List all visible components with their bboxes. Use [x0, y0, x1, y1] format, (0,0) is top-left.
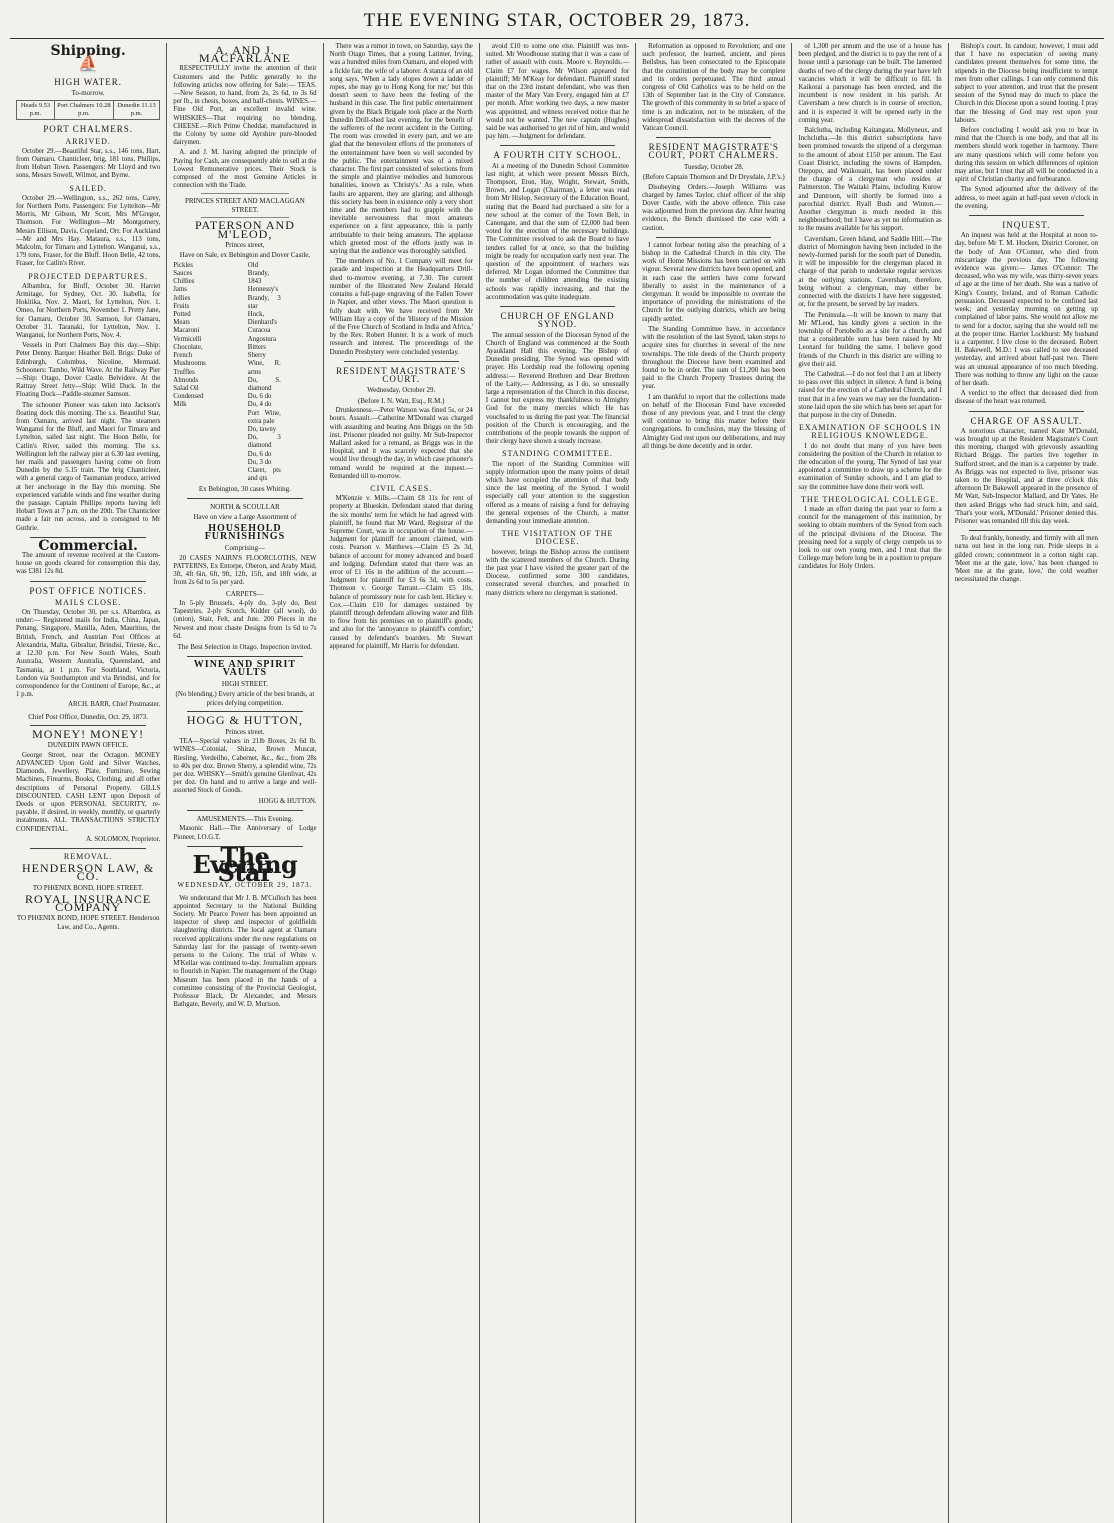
column-5 [635, 43, 791, 1523]
paterson-sub: Princes street, [225, 240, 265, 249]
amusements-title: AMUSEMENTS.—This Evening. [196, 814, 294, 823]
committee-title: STANDING COMMITTEE. [502, 449, 613, 459]
hogg-hutton-name: HOGG & HUTTON, [186, 713, 303, 728]
goods-list-item: Do, tawny [247, 425, 277, 433]
furnishings-body: 20 CASES NAIRN'S FLOORCLOTHS, NEW PATTERNS, Ex Entorpe, Oberon, and Araby Maid, 3ft, 4ft 6in, 6ft, 9ft, 12ft, 15ft, and 18ft wide, at from 2s 6d to 5s per yard. [173, 554, 317, 587]
goods-list-item: Fruits [173, 302, 190, 310]
arrived-text: October 29.—Beautiful Star, s.s., 146 tons, Hart, from Oamaru. Chanticleer, brig, 181 tons, Phillips, from Hobart Town. Passengers: Mr Lloyd and two sons, Messrs Sowell, Wilmot, and Byrne. [16, 147, 161, 180]
school-title: A FOURTH CITY SCHOOL. [493, 150, 622, 161]
column-6-para3: Caversham, Green Island, and Saddle Hill.—The district of Mornington having been included in the newly-formed parish for the south part of Dunedin, it will be impossible for the clergyman placed in charge of that parish to undertake regular services at the outlying stations. Caversham, therefore, being without a clergyman, may either be connected with the districts I have here suggested, or, for the present, be served by lay readers. [798, 235, 942, 309]
masthead: THE EVENING STAR, OCTOBER 29, 1873. [10, 6, 1104, 39]
goods-list-item: Claret, pts and qts [247, 466, 281, 483]
paterson-footer: Ex Bebington, 30 cases Whiting. [198, 485, 291, 494]
column-7-para2: Before concluding I would ask you to bear in mind that the Church is one body, and that all its members should work together in harmony. There are many questions which will come before you during this session on which differences of opinion may arise, but I trust that all will be conducted in a spirit of Christian charity and forbearance. [954, 127, 1098, 184]
removal-title: REMOVAL. [63, 851, 113, 861]
divider [969, 530, 1084, 531]
commercial-heading: Commercial. [38, 537, 138, 554]
column-1 [10, 43, 166, 1523]
paterson-name: PATERSON AND M'LEOD, [194, 218, 295, 241]
streets-heading: PRINCES STREET AND MACLAGGAN STREET. [184, 197, 305, 214]
college-text: I made an effort during the past year to form a council for the management of this institution, by seeking to obtain members of the Synod from each of the principal divisions of the Diocese. The pressing need for a supply of clergy compels us to look to our own young men, and I trust that the College may before long be in a position to prepare candidates for Holy Orders. [798, 505, 942, 571]
synod-text: The annual session of the Diocesan Synod of the Church of England was commenced at the South Ayaukland Hall this evening. The Bishop of Dunedin presiding. The Synod was opened with prayer. His Lordship read the following opening address:— Reverend Brethren and Dear Brethren of the Laity,— Addressing, as I do, so unusually large a representation of the Church in this diocese, I cannot but express my thankfulness to Almighty God for the many mercies which He has vouchsafed to us during the past year. The financial position of the Church is encouraging, and the contributions of the people towards the support of their clergy have shown a steady increase. [485, 331, 630, 446]
goods-list [173, 262, 316, 483]
divider [656, 137, 771, 138]
macfarlane-name: A. AND J. MACFARLANE [199, 43, 291, 66]
goods-list-item: Sauces [173, 270, 193, 278]
goods-list-item: Mushrooms [173, 360, 206, 368]
divider [344, 361, 459, 362]
school-text: At a meeting of the Dunedin School Committee last night, at which were present Messrs Birch, Thompson, Eton, Hay, Wright, Stewart, Smith, Brown, and Logan (Chairman), a letter was read from Mr Hislop, Secretary of the Education Board, stating that the Board had purchased a site for a new school at the corner of the Town Belt, in Canongate, and that the sum of £2,000 had been voted for the erection of the necessary buildings. The Committee resolved to ask the Board to have tenders called for at once, so that the building might be ready for occupation early next year. The question of the appointment of teachers was deferred. Mr Logan informed the Committee that the number of children attending the existing schools was rapidly increasing, and that the accommodation was quite inadequate. [485, 162, 630, 301]
column-5-para4: I am thankful to report that the collections made on behalf of the Diocesan Fund have exceeded those of any previous year, and I trust the clergy will continue to bring this matter before their congregations. In conclusion, may the blessing of Almighty God rest upon our deliberations, and may all things be done decently and in order. [642, 393, 786, 450]
money-sub: DUNEDIN PAWN OFFICE. [47, 741, 129, 750]
column-3 [323, 43, 479, 1523]
divider [187, 656, 302, 657]
rmc-bench: (Before I. N. Watt, Esq., R.M.) [358, 396, 445, 405]
column-5-para3: The Standing Committee have, in accordance with the resolution of the last Synod, taken steps to acquire sites for churches in several of the new townships. The title deeds of the Church property throughout the Diocese have been examined and found to be in order. The sum of £1,200 has been paid to the Church Property Trustees during the year. [642, 325, 786, 391]
goods-list-item: Jellies [173, 294, 191, 302]
column-6-para2: Balclutha, including Kaitangata, Mollyneux, and Inchclutha.—In this district subscriptions have been promised towards the stipend of a clergyman to the amount of about £150 per annum. The East Coast District, including the towns of Hampden, Otepopo, and Waikouaiti, has been placed under the charge of a clergyman who resides at Palmerston. The Waitaki Plains, including Kurow and Duntroon, will shortly be formed into a parochial district. Ryall Bush and Winton.—Another clergyman is much needed in this neighbourhood; but I have as yet no information as to the means available for his support. [798, 127, 942, 233]
divider [187, 810, 302, 811]
money-title: MONEY! MONEY! [32, 727, 145, 742]
civil-cases-label: CIVIL CASES. [370, 483, 433, 493]
hogg-hutton-footer: HOGG & HUTTON. [258, 797, 317, 805]
goods-list-left [173, 262, 242, 483]
exam-text: I do not doubt that many of you have been considering the position of the Church in relation to the education of the young. The Synod of last year appointed a committee to draw up a scheme for the examination of Sunday schools, and I am glad to say the committee have done their work well. [798, 442, 942, 491]
goods-list-item: Do, 3 do [247, 458, 272, 466]
carpets-footer: The Best Selection in Otago. Inspection invited. [177, 643, 313, 652]
paterson-text: Have on Sale, ex Bebington and Dover Castle, [179, 251, 311, 260]
divider [30, 848, 146, 849]
column-7 [948, 43, 1104, 1523]
column-3-para2: The members of No. 1 Company will meet for parade and inspection at the Headquarters Drill-shed to-morrow evening, at 7.30. The current number of the Illustrated New Zealand Herald contains a full-page engraving of the Fallen Tower in Napier, and other views. The Maori question is fully dealt with. We have received from Mr William Hay a copy of the 'History of the Mission of the Free Church of Scotland in India and Africa,' by the Rev. Robert Hunter. It is a work of much research and interest. The proceedings of the Dunedin Presbytery were concluded yesterday. [329, 258, 473, 356]
divider [201, 193, 288, 194]
column-7-lead: Bishop's court. In candour, however, I must add that I have no expectation of seeing many candidates present themselves for some time, the stipends in the Diocese being insufficient to tempt men from other callings. I can only commend this subject to your attention, and trust that the present session of the Synod may do much to place the Church in this Diocese upon a sound footing. I pray that the blessing of God may rest upon your labours. [954, 43, 1098, 124]
wine-vaults-sub: HIGH STREET. [221, 679, 268, 688]
inquest-verdict: A verdict to the effect that deceased died from disease of the heart was returned. [954, 390, 1098, 406]
ship-icon: ⛵ [78, 56, 99, 74]
north-scoullar-heading: NORTH & SCOULLAR [210, 502, 280, 511]
arrived-label: ARRIVED. [65, 136, 111, 146]
goods-list-item: Port Wine, extra pale [247, 409, 281, 425]
goods-list-item: Do, S. diamond [247, 376, 281, 392]
divider [30, 725, 146, 726]
exam-title: EXAMINATION OF SCHOOLS IN RELIGIOUS KNOWLEDGE. [798, 423, 942, 441]
removal-text: TO PHŒNIX BOND, HOPE STREET. [32, 883, 144, 892]
shipping-news: The schooner Pioneer was taken into Jackson's floating dock this morning. The s.s. Beautiful Star, from Oamaru, arrived last night. The steamers Wanganui for the Bluff, and Maori for Timaru and Lyttelton, sailed last night. The Hoon Belle, for Catlin's River, sailed this morning. The s.s. Wellington left the railway pier at 6.30 last evening, her mails and passengers having come on from Dunedin by the 5.15 train. The brig Chanticleer, with a general cargo of Tasmanian produce, arrived at her anchorage in the Bay this morning. She experienced variable winds and fine weather during the passage. Captain Phillips reports having left Hobart Town at 7 p.m. on the 20th. The Chanticleer made a fair run across, and is consigned to Mr Guthrie. [16, 401, 161, 532]
goods-list-item: Vermicelli [173, 335, 202, 343]
closing-text: To deal frankly, honestly, and firmly with all men turns out best in the long run. Pride sleeps in a gilded crown; contentment in a cotton night cap. 'Meet me at the gate, love,' has been changed to 'Meet me at the grate, love,' the cold weather necessitated the change. [954, 535, 1098, 584]
goods-list-item: Hock, Dienhard's [247, 311, 277, 327]
rmc-port-text: Disobeying Orders.—Joseph Williams was charged by James Taylor, chief officer of the ship Dover Castle, with the above offence. This case was adjourned from the previous day. After hearing evidence, the Bench dismissed the case with a caution. [642, 183, 786, 232]
post-signature: ARCH. BARR, Chief Postmaster. [68, 701, 161, 709]
goods-list-item: Do, 6 do [247, 393, 272, 401]
goods-list-item: Pickles [173, 261, 193, 269]
divider [969, 215, 1084, 216]
column-3-lead: There was a rumor in town, on Saturday, says the North Otago Times, that a young Latimer, Irving, was a hundred miles from Oamaru, and eloped with a fickle fair, the wife of a laborer. A stanza of an old song says, 'When a lady elopes down a ladder of ropes, she may go to Hong Kong for me;' but this doesn't seem to have been the feeling of the husband in this case. The first public entertainment given by the Black Brigade took place at the North Dunedin Drill-shed last evening, for the benefit of the sufferers of the recent accident in the Cutting. The room was crowded in every part, and we are glad that the benevolent efforts of the promoters of the entertainment have been so well seconded by the public. The entertainment was of a mixed character. The first part consisted of selections from the simple and plaintive melodies and humorous banalities, known as 'Christy's.' As a rule, when faults are apparent, they are glaring; and although this society has been in existence only a very short time and the members had to grapple with the inevitable nervousness that most amateurs experience on a first appearance, this is partly attributable to their being amateurs. The applause which greeted most of the efforts justly was in saying that the audience was thoroughly satisfied. [329, 43, 473, 256]
tide-heads: Heads 9.53 p.m. [17, 100, 55, 119]
post-office-title: POST OFFICE NOTICES. [29, 585, 147, 596]
amusements-text: Masonic Hall.—The Anniversary of Lodge Pioneer, I.O.G.T. [173, 825, 317, 841]
goods-list-item: Old Brandy, 1843 [247, 261, 270, 286]
divider [187, 498, 302, 499]
rmc-text: Drunkenness.—Peter Watson was fined 5s, or 24 hours. Assault.—Catherine M'Donald was charged with assaulting and beating Ann Briggs on the 5th inst. Prisoner pleaded not guilty. Mr Sub-Inspector Mallard asked for a remand, as Briggs was in the Hospital, and it was scarcely expected that she would live through the day, in which case prisoner's remand would be required at the inquest.—Remanded till to-morrow. [329, 407, 473, 480]
committee-text: The report of the Standing Committee will supply information upon the many points of detail which have occupied the attention of that body since the last meeting of the Synod. I would especially call your attention to the suggestion offered as a means of raising a fund for defraying the general expenses of the Church, a matter demanding your immediate attention. [485, 460, 630, 525]
columns [10, 43, 1104, 1523]
vessels-text: Vessels in Port Chalmers Bay this day.—Ship: Peter Denny. Barque: Heather Bell. Brigs: Duke of Edinburgh, Columbus, Nicoline, Mermaid. Schooners: Tambo, Wild Wave. At the Railway Pier—Ship: Otago, Dover Castle. Belvidere. At the Rattray Street Jetty—Ship: Wild Duck. In the Floating Dock—Paddle-steamer Samson. [16, 342, 161, 399]
divider [500, 306, 615, 307]
assault-title: CHARGE OF ASSAULT. [970, 415, 1083, 426]
commercial-text: The amount of revenue received at the Custom-house on goods cleared for consumption this day, was £381 12s 8d. [16, 552, 161, 576]
north-scoullar-text: Have on view a Large Assortment of [193, 513, 297, 522]
column-4-lead: avoid £10 to some one else. Plaintiff was non-suited. Mr Woodhouse stating that it was a case of rather of assault with costs. Moore v. Reynolds.—Claim £7 for wages. Mr Wilson appeared for plaintiff; Mr M'Keay for defendant. Plaintiff stated that on the 23rd instant defendant, who was then master of the Mary Van Every, engaged him at £7 per month. After working two days, a new master was appointed, and witness received notice that he would not be wanted. The new captain (Hughes) said he was authorised to get rid of him, and would pay him. —Judgment for defendant. [485, 43, 630, 141]
college-title: THE THEOLOGICAL COLLEGE. [801, 494, 940, 504]
goods-list-item: Macaroni [173, 327, 200, 335]
goods-list-item: Jams [173, 286, 187, 294]
goods-list-item: Do, 3 diamond [247, 434, 281, 450]
rmc-port-date: Tuesday, October 28. [683, 162, 744, 171]
column-6 [791, 43, 947, 1523]
column-6-lead: of 1,300 per annum and the use of a house has been pledged, and the district is to pay the rent of a house until a parsonage can be built. The lamented deaths of two of the clergy during the year have left vacancies which it will be difficult to fill. In Kaikorai a parsonage has been erected, and the incumbent is now resident in his parish. At Caversham a new church is in course of erection, and it is expected it will be opened early in the coming year. [798, 43, 942, 124]
goods-list-item: Hennessy's Brandy, 3 star [247, 286, 281, 310]
money-signature: A. SOLOMON, Proprietor. [86, 835, 161, 843]
column-7-para3: The Synod adjourned after the delivery of the address, to meet again at half-past seven o'clock in the evening. [954, 186, 1098, 210]
macfarlane-text: RESPECTFULLY invite the attention of their Customers and the Public generally to the following articles now offering for Sale:— TEAS.—New Season, to hand, from 2s, 2s 6d, to 3s 6d per lb., in chests, boxes, and half-chests. WINES.—Fine Old Port, an excellent invalid wine. WHISKIES—That requiring no blending. CHEESE.—Rich Prime Cheddar, manufactured in the Colony by some old Ayrshire pure-blooded dairymen. [173, 65, 317, 147]
removal-name: HENDERSON LAW, & CO. [22, 861, 155, 884]
goods-list-item: Sherry Wine, R. arms [247, 352, 281, 376]
visitation-text: however, brings the Bishop across the continent with the scattered members of the Church. During the past year I have visited the greater part of the Diocese, confirmed some 300 candidates, consecrated several churches, and preached in many districts where no clergyman is stationed. [485, 548, 630, 597]
visitation-title: THE VISITATION OF THE DIOCESE. [501, 529, 614, 547]
mails-close-label: MAILS CLOSE. [55, 597, 122, 607]
goods-list-item: Potted Meats [173, 311, 191, 327]
tide-port: Port Chalmers 10.28 p.m. [54, 100, 113, 119]
divider [969, 411, 1084, 412]
carpets-text: In 5-ply Brussels, 4-ply do, 3-ply do, Best Tapestries, 2-ply Scotch, Kidder (all wool), do (union), Stair, Felt, and Jute. 200 Pieces in the Newest and most chaste Designs from 1s 6d to 7s 6d. [173, 600, 317, 640]
synod-title: CHURCH OF ENGLAND SYNOD. [500, 311, 615, 330]
goods-list-item: Do, 4 do [247, 401, 272, 409]
sailed-text: October 29.—Wellington, s.s., 262 tons, Carey, for Northern Ports. Passengers: For Lyttelton—Mr Morris, Mr Gibson, Mr Scott, Mrs M'Gregor, Thomson. For Wellington—Mr Montgomery, Messrs Ellison, Davis, Copeland, Orr. For Auckland—Mr and Mrs Hay. Mataura, s.s., 113 tons, Malcolm, for Timaru and Lyttelton. Wanganui, s.s., 179 tons, Fraser, for the Bluff. Hoon Belle, 42 tons, Fraser, for Catlin's River. [16, 194, 161, 268]
goods-list-right [248, 262, 317, 483]
goods-list-item: Almonds [173, 376, 199, 384]
sailed-label: SAILED. [69, 183, 107, 193]
goods-list-item: Angostura Bitters [247, 335, 277, 351]
editorial-text: We understand that Mr J. B. M'Culloch has been appointed Secretary to the National Building Society. Mr Pearce Power has been appointed an inspector of sheep and inspector of goldfields slaughtering districts. The local agent at Oamaru received applications under the new regulations on Saturday last for the passage of twenty-seven persons to the Colony. The trial of White v. M'Kellar was continued to-day. Journalism appears to flourish in Napier. The management of the Otago Museum has been placed in the hands of a committee consisting of the Provincial Geologist, Professor Black, Dr Alexander, and Messrs Bathgate, Beverly, and W. D. Murison. [173, 894, 317, 1009]
column-2 [166, 43, 322, 1523]
projected-title: PROJECTED DEPARTURES. [28, 271, 149, 281]
furnishings-title: HOUSEHOLD FURNISHINGS [204, 522, 286, 543]
post-office-date: Chief Post Office, Dunedin, Oct. 29, 1873. [28, 712, 149, 721]
issue-date: WEDNESDAY, OCTOBER 29, 1873. [177, 881, 313, 890]
projected-text: Albambra, for Bluff, October 30. Harriet Armitage, for Sydney, Oct. 30. Isabella, for Hokitika, Nov. 2. Maori, for Lyttelton, Nov. 1. Omeo, for Northern Ports, November 1. Pretty Jane, for Oamaru, October 30. Samson, for Oamaru, October 31. Taranaki, for Lyttelton, Nov. 1. Wanganui, for Northern Ports, Nov. 4. [16, 282, 161, 339]
goods-list-item: Chillies [173, 278, 195, 286]
post-office-text: On Thursday, October 30, per s.s. Albambra, as under:— Registered mails for India, China, Japan, Penang, Singapore, Manilla, Aden, Mauritius, the British, French, and Austrian Post Offices at Alexandria, Malta, Gibraltar, Brindisi, Trieste, &c., at 12.30 p.m. For New South Wales, South Australia, Western Australia, Queensland, and Tasmania, at 1 p.m. For Southland, Victoria, London via Southampton and via Brindisi, and for correspondence for the Continent of Europe, &c., at 1 p.m. [16, 609, 161, 699]
rmc-port-bench: (Before Captain Thomson and Dr Drysdale, J.P.'s.) [642, 173, 785, 182]
inquest-text: An inquest was held at the Hospital at noon to-day, before Mr T. M. Hocken, District Coroner, on the body of Ann O'Conner, who died from miscarriage the previous day. The following evidence was given:— James O'Connor: The deceased, who was my wife, was thirty-seven years of age at the time of her death. She was a native of King's County, Ireland, and of Roman Catholic persuasion. Deceased expected to be confined last week; and yesterday morning on getting up complained of labor pains. She would not allow me to send for a doctor, saying that she would tell me at the proper time. Harriet Lockhurst: My husband is a carpenter. I live close to the deceased. Robert H. Bakewell, M.D.: I was called to see deceased yesterday, and arrived about half-past two. There was an unusual appearance of too much bleeding. There was nothing to throw any light on the cause of her death. [954, 232, 1098, 387]
tide-table [16, 100, 160, 120]
goods-list-item: Chocolate, French [173, 343, 203, 360]
rmc-port-title: RESIDENT MAGISTRATE'S COURT, PORT CHALMERS. [648, 142, 780, 161]
wine-vaults-text: (No blending.) Every article of the best brands, at prices defying competition. [175, 690, 315, 707]
assault-text: A notorious character, named Kate M'Donald, was brought up at the Resident Magistrate's Court this morning, charged with grievously assaulting Richard Briggs. The parties live together in Stafford street, and the man is a carpenter by trade. As Briggs was not expected to live, prisoner was taken to the Hospital, and at three o'clock this afternoon Dr Bakewell appeared in the presence of Mr Watt, Sub-Inspector Mallard, and Dr Yates. He then asked Briggs who had struck him, and said, 'That's your work, M'Donald.' Prisoner denied this. Prisoner was remanded till this day week. [954, 427, 1098, 525]
shipping-heading: Shipping. [50, 43, 126, 59]
goods-list-item: Do, 6 do [247, 450, 272, 458]
divider [30, 581, 146, 582]
newspaper-nameplate: The Evening Star [192, 841, 298, 888]
column-5-para2: I cannot forbear noting also the preaching of a bishop in the Cathedral Church in this city. The work of Home Missions has been carried on with vigour. Several new districts have been opened, and in each case the settlers have come forward liberally to assist in the maintenance of a clergyman. It would be impossible to overrate the importance of providing the ministrations of the Church for the outlying districts, which are being rapidly settled. [642, 241, 786, 323]
divider [656, 237, 771, 238]
divider [187, 711, 302, 712]
civil-cases-text: M'Kenzie v. Mills.—Claim £8 11s for rent of property at Blueskin. Defendant stated that during the six months' term for which he had agreed with plaintiff, he found that Mr Ward, Registrar of the Supreme Court, was in occupation of the house.—Judgment for plaintiff for amount claimed, with costs. Pearson v. Matthews.—Claim £5 2s 3d, balance of account for money advanced and board and lodging. Defendant stated that there was an error of £1 16s in the addition of the account.—Judgment for plaintiff for £3 6s 3d, with costs. Thomson v. George Tarrant.—Claim £5 10s, balance of promissory note for cash lent. Hickey v. Cox.—Claim £10 for damages sustained by plaintiff through defendant allowing water and filth to flow from his premises on to plaintiff's goods; and also for the 'annoyance to plaintiff's comfort,' caused by defendant's boarders. Mr Stewart appeared for plaintiff, Mr Harris for defendant. [329, 495, 473, 650]
column-4 [479, 43, 635, 1523]
column-6-para4: The Peninsula.—It will be known to many that Mr M'Leod, has kindly given a section in the township of Portobello as a site for a church, and that a considerable sum has been raised by Mr Leonard for building the same. I believe good friends of the Church in this district are willing to give their aid. [798, 311, 942, 368]
carpets-label: CARPETS— [226, 589, 264, 598]
hogg-hutton-text: TEA—Special values in 21lb Boxes, 2s 6d lb. WINES—Colonial, Shiraz, Brown Muscat, Riesling, Verdeilho, Cabernet, &c., &c., from 28s to 40s per doz. Brown Sherry, a splendid wine, 72s per doz. WHISKY—Smith's genuine Glenlivat, 42s per doz. On hand and to arrive a large and well-assorted Stock of Goods. [173, 738, 317, 795]
tide-dunedin: Dunedin 11.13 p.m. [113, 100, 159, 119]
rmc-title: RESIDENT MAGISTRATE'S COURT. [336, 365, 467, 384]
hogg-hutton-sub: Princes street. [225, 727, 265, 736]
goods-list-item: Salad Oil [173, 384, 199, 392]
column-6-para5: The Cathedral.—I do not feel that I am at liberty to pass over this subject in silence. A fund is being raised for the erection of a Cathedral Church, and I trust that in a few years we may see the foundation-stone laid upon the site which has been set apart for that purpose in the city of Dunedin. [798, 370, 942, 419]
port-title: PORT CHALMERS. [43, 124, 134, 135]
goods-list-item: Truffles [173, 368, 195, 376]
money-text: George Street, near the Octagon. MONEY ADVANCED Upon Gold and Silver Watches, Diamonds, Jewellery, Plate, Furniture, Sewing Machines, Firearms, Books, Clothing, and all other descriptions of Personal Property. GILLS DISCOUNTED. CASH LENT upon Deposit of Deeds or upon PERSONAL SECURITY, re-payable, if desired, in weekly, monthly, or quarterly instalments. ALL TRANSACTIONS STRICTLY CONFIDENTIAL. [16, 751, 161, 833]
macfarlane-footer: A. and J. M. having adopted the principle of Paying for Cash, are consequently able to sell at the Lowest Remunerative prices. Their Stock is composed of the most Genuine Articles in connection with the Trade. [173, 149, 317, 190]
goods-list-item: Curacoa [247, 327, 271, 335]
furnishings-sub: Comprising— [224, 544, 265, 553]
rmc-date: Wednesday, October 29. [367, 386, 436, 395]
insurance-text: TO PHŒNIX BOND, HOPE STREET. Henderson Law, and Co., Agents. [16, 914, 160, 931]
wine-vaults-title: WINE AND SPIRIT VAULTS [193, 658, 297, 678]
divider [500, 145, 615, 146]
high-water-title: HIGH WATER. [54, 77, 123, 88]
inquest-title: INQUEST. [1002, 220, 1051, 231]
goods-list-item: Condensed Milk [173, 393, 204, 409]
high-water-sub: To-morrow. [71, 89, 105, 98]
column-5-lead: Reformation as opposed to Revolution; and one such professor, the learned, ancient, and pious Beilsbus, has been consecrated to the Episcopate that the constitution of the body may be complete and its orders perpetuated. The third annual congress of Old Catholics was to be held on the 13th of September last in the City of Constance. The growth of this community in so brief a space of time is an indication, not to be mistaken, of the widespread dissatisfaction with the decrees of the Vatican Council. [642, 43, 786, 133]
insurance-name: ROYAL INSURANCE COMPANY [25, 892, 152, 915]
